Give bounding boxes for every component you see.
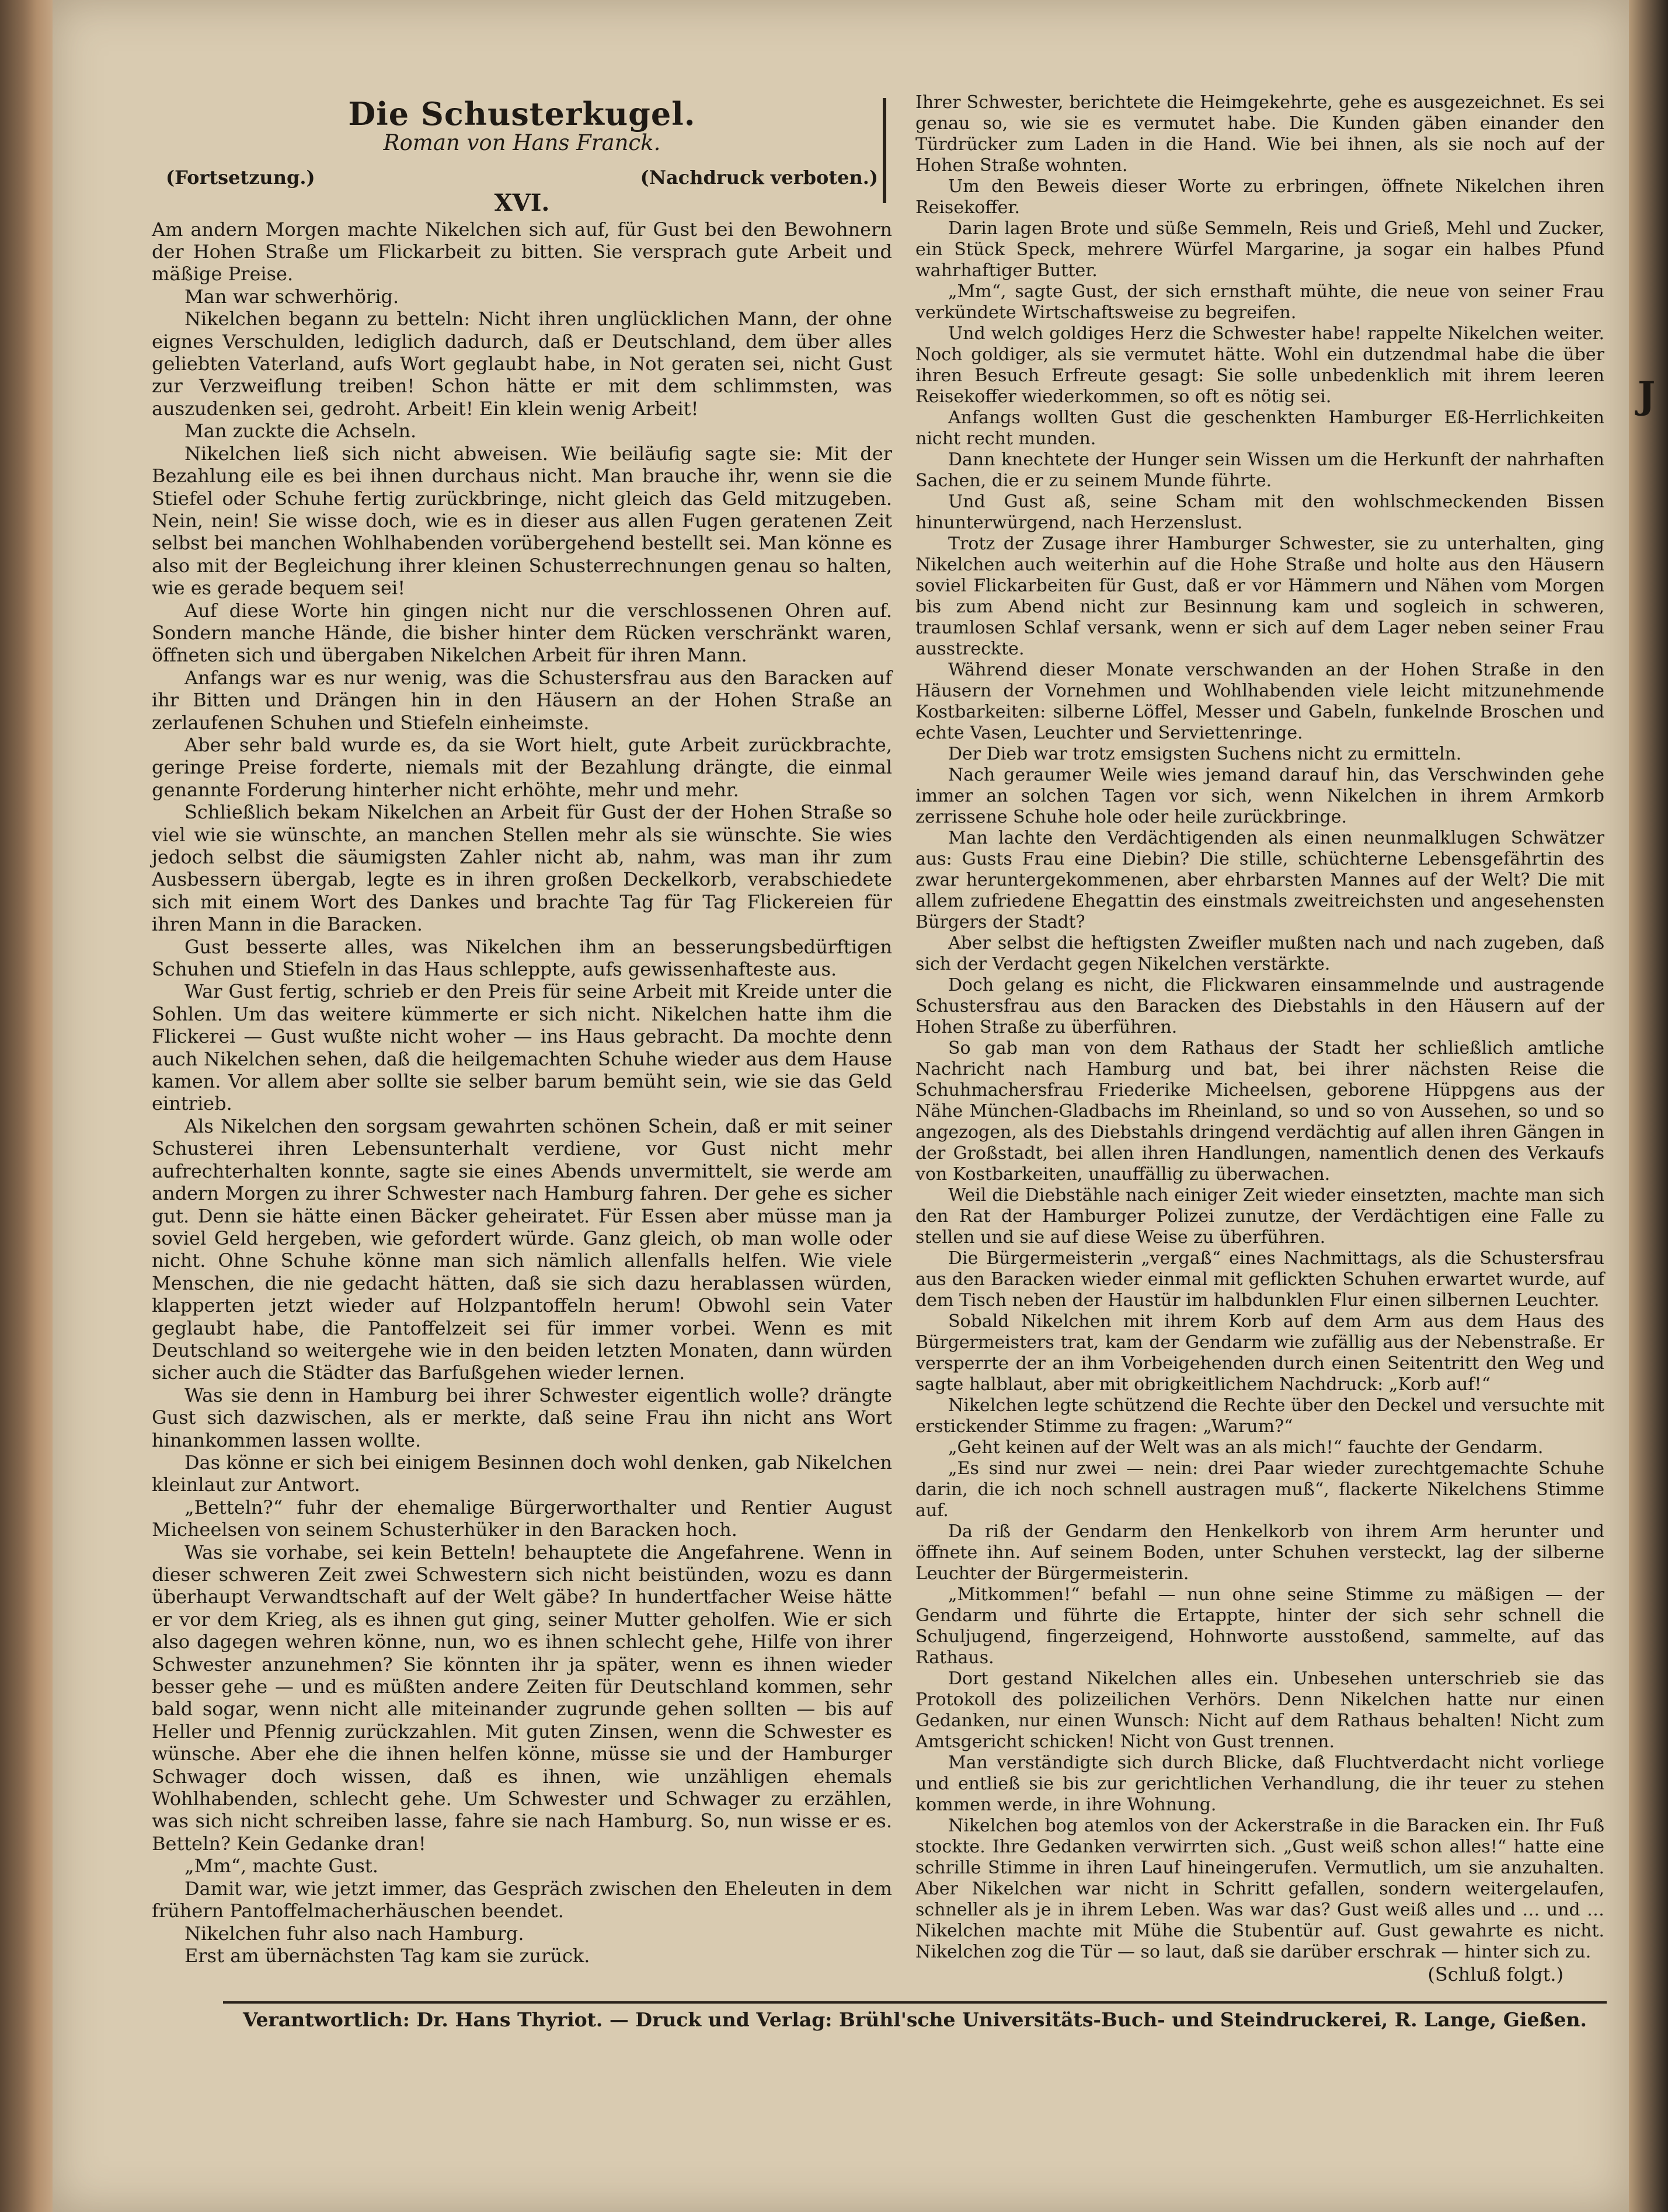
paragraph: Um den Beweis dieser Worte zu erbringen, öffnete Nikelchen ihren Reisekoffer. [915, 176, 1604, 218]
paragraph: Darin lagen Brote und süße Semmeln, Reis und Grieß, Mehl und Zucker, ein Stück Speck, mehrere Würfel Margarine, ja sogar ein halbes Pfund wahrhaftiger Butter. [915, 218, 1604, 281]
paragraph: Nikelchen fuhr also nach Hamburg. [184, 1922, 524, 1945]
book-binding-right [1629, 0, 1668, 2212]
right-column-text [915, 92, 1604, 1963]
continuation-note: (Fortsetzung.) [166, 166, 315, 189]
paragraph: Ihrer Schwester, berichtete die Heimgekehrte, gehe es ausgezeichnet. Es sei genau so, wie sie es vermutet habe. Die Kunden gäben einander den Türdrücker zum Laden in die Hand. Wie bei ihnen, als sie noch auf der Hohen Straße wohnten. [915, 92, 1604, 176]
article-notes [166, 166, 878, 189]
paragraph: Nikelchen ließ sich nicht abweisen. Wie beiläufig sagte sie: Mit der Bezahlung eile es bei ihnen durchaus nicht. Man brauche ihr, wenn sie die Stiefel oder Schuhe fertig zurückbringe, nicht gleich das Geld mitzugeben. Nein, nein! Sie wisse doch, wie es in dieser aus allen Fugen geratenen Zeit selbst bei manchen Wohlhabenden vorübergehend bestellt sei. Man könne es also mit der Begleichung ihrer kleinen Schusterrechnungen genau so halten, wie es gerade bequem sei! [152, 442, 892, 600]
book-binding-left [0, 0, 53, 2212]
left-column-text [152, 218, 892, 1967]
paragraph: Nach geraumer Weile wies jemand darauf hin, das Verschwinden gehe immer an solchen Tagen vor sich, wenn Nikelchen in ihrem Armkorb zerrissene Schuhe hole oder heile zurückbringe. [915, 765, 1604, 827]
paragraph: „Mm“, machte Gust. [184, 1855, 378, 1877]
paragraph: Der Dieb war trotz emsigsten Suchens nicht zu ermitteln. [948, 744, 1462, 764]
article-byline: Roman von Hans Franck. [383, 130, 661, 156]
reprint-note: (Nachdruck verboten.) [640, 166, 878, 189]
paragraph: Dann knechtete der Hunger sein Wissen um die Herkunft der nahrhaften Sachen, die er zu seinem Munde führte. [915, 450, 1604, 491]
article-title: Die Schusterkugel. [348, 95, 696, 133]
right-column [915, 92, 1604, 1985]
paragraph: Man lachte den Verdächtigenden als einen neunmalklugen Schwätzer aus: Gusts Frau eine Diebin? Die stille, schüchterne Lebensgefährtin des zwar heruntergekommenen, aber ehrbarsten Mannes auf der Welt? Die mit allem zufriedene Ehegattin des einstmals zweitreichsten und angesehensten Bürgers der Stadt? [915, 828, 1604, 932]
paragraph: Die Bürgermeisterin „vergaß“ eines Nachmittags, als die Schustersfrau aus den Baracken wieder einmal mit geflickten Schuhen erwartet wurde, auf dem Tisch neben der Haustür im halbdunklen Flur einen silbernen Leuchter. [915, 1248, 1604, 1311]
paragraph: War Gust fertig, schrieb er den Preis für seine Arbeit mit Kreide unter die Sohlen. Um das weitere kümmerte er sich nicht. Nikelchen hatte ihm die Flickerei — Gust wußte nicht woher — ins Haus gebracht. Da mochte denn auch Nikelchen sehen, daß die heilgemachten Schuhe wieder aus dem Hause kamen. Vor allem aber sollte sie selber barum bemüht sein, wie sie das Geld eintrieb. [152, 980, 892, 1115]
paragraph: Erst am übernächsten Tag kam sie zurück. [184, 1944, 590, 1967]
paragraph: Aber sehr bald wurde es, da sie Wort hielt, gute Arbeit zurückbrachte, geringe Preise forderte, niemals mit der Bezahlung drängte, die einmal genannte Forderung hinterher nicht erhöhte, mehr und mehr. [152, 733, 892, 801]
paragraph: Man zuckte die Achseln. [184, 420, 417, 443]
paragraph: Schließlich bekam Nikelchen an Arbeit für Gust der der Hohen Straße so viel wie sie wünschte, an manchen Stellen mehr als sie wünschte. Sie wies jedoch selbst die säumigsten Zahler nicht ab, nahm, was man ihr zum Ausbessern übergab, legte es in ihren großen Deckelkorb, verabschiedete sich mit einem Wort des Dankes und brachte Tag für Tag Flickereien für ihren Mann in die Baracken. [152, 801, 892, 936]
left-column [152, 93, 892, 1967]
paragraph: Man war schwerhörig. [184, 285, 399, 308]
paragraph: Anfangs wollten Gust die geschenkten Hamburger Eß-Herrlichkeiten nicht recht munden. [915, 407, 1604, 449]
paragraph: Anfangs war es nur wenig, was die Schustersfrau aus den Baracken auf ihr Bitten und Drängen hin in den Häusern an der Hohen Straße an zerlaufenen Schuhen und Stiefeln einheimste. [152, 666, 892, 734]
paragraph: Das könne er sich bei einigem Besinnen doch wohl denken, gab Nikelchen kleinlaut zur Antwort. [152, 1451, 892, 1496]
paragraph: Aber selbst die heftigsten Zweifler mußten nach und nach zugeben, daß sich der Verdacht gegen Nikelchen verstärkte. [915, 933, 1604, 974]
paragraph: Nikelchen legte schützend die Rechte über den Deckel und versuchte mit erstickender Stimme zu fragen: „Warum?“ [915, 1395, 1604, 1437]
paragraph: Doch gelang es nicht, die Flickwaren einsammelnde und austragende Schustersfrau aus den Baracken des Diebstahls in den Häusern auf der Hohen Straße zu überführen. [915, 975, 1604, 1037]
end-note: (Schluß folgt.) [1427, 1963, 1563, 1985]
paragraph: Und welch goldiges Herz die Schwester habe! rappelte Nikelchen weiter. Noch goldiger, als sie vermutet hätte. Wohl ein dutzendmal habe die über ihren Besuch Erfreute gesagt: Sie solle unbedenklich mit ihrem leeren Reisekoffer wiederkommen, so oft es nötig sei. [915, 323, 1604, 407]
chapter-heading: XVI. [494, 189, 550, 217]
paragraph: „Es sind nur zwei — nein: drei Paar wieder zurechtgemachte Schuhe darin, die ich noch schnell austragen muß“, flackerte Nikelchens Stimme auf. [915, 1458, 1604, 1521]
paragraph: Und Gust aß, seine Scham mit den wohlschmeckenden Bissen hinunterwürgend, nach Herzenslust. [915, 492, 1604, 533]
paragraph: Während dieser Monate verschwanden an der Hohen Straße in den Häusern der Vornehmen und Wohlhabenden viele leicht mitzunehmende Kostbarkeiten: silberne Löffel, Messer und Gabeln, funkelnde Broschen und echte Vasen, Leuchter und Serviettenringe. [915, 660, 1604, 743]
paragraph: Was sie vorhabe, sei kein Betteln! behauptete die Angefahrene. Wenn in dieser schweren Zeit zwei Schwestern sich nicht beistünden, wozu es dann überhaupt Verwandtschaft auf der Welt gäbe? In hundertfacher Weise hätte er vor dem Krieg, als es ihnen gut ging, seiner Mutter geholfen. Wie er sich also dagegen wehren könne, nun, wo es ihnen schlecht gehe, Hilfe von ihrer Schwester anzunehmen? Sie könnten ihr ja später, wenn es ihnen wieder besser gehe — und es müßten andere Zeiten für Deutschland kommen, sehr bald sogar, wenn nicht alle miteinander zugrunde gehen sollten — bis auf Heller und Pfennig zurückzahlen. Mit guten Zinsen, wenn die Schwester es wünsche. Aber ehe die ihnen helfen könne, müsse sie und der Hamburger Schwager doch wissen, daß es ihnen, wie unzähligen ehemals Wohlhabenden, schlecht gehe. Um Schwester und Schwager zu erzählen, was sich nicht schreiben lasse, fahre sie nach Hamburg. So, nun wisse er es. Betteln? Kein Gedanke dran! [152, 1541, 892, 1855]
paragraph: Nikelchen begann zu betteln: Nicht ihren unglücklichen Mann, der ohne eignes Verschulden, lediglich dadurch, daß er Deutschland, dem über alles geliebten Vaterland, aufs Wort geglaubt habe, in Not geraten sei, nicht Gust zur Verzweiflung treiben! Schon hätte er mit dem schlimmsten, was auszudenken sei, gedroht. Arbeit! Ein klein wenig Arbeit! [152, 308, 892, 420]
paragraph: Auf diese Worte hin gingen nicht nur die verschlossenen Ohren auf. Sondern manche Hände, die bisher hinter dem Rücken verschränkt waren, öffneten sich und übergaben Nikelchen Arbeit für ihren Mann. [152, 599, 892, 667]
paragraph: Was sie denn in Hamburg bei ihrer Schwester eigentlich wolle? drängte Gust sich dazwischen, als er merkte, daß seine Frau ihn nicht ans Wort hinankommen lassen wollte. [152, 1384, 892, 1451]
paragraph: Am andern Morgen machte Nikelchen sich auf, für Gust bei den Bewohnern der Hohen Straße um Flickarbeit zu bitten. Sie versprach gute Arbeit und mäßige Preise. [152, 218, 892, 285]
paragraph: Da riß der Gendarm den Henkelkorb von ihrem Arm herunter und öffnete ihn. Auf seinem Boden, unter Schuhen versteckt, lag der silberne Leuchter der Bürgermeisterin. [915, 1521, 1604, 1584]
paragraph: Sobald Nikelchen mit ihrem Korb auf dem Arm aus dem Haus des Bürgermeisters trat, kam der Gendarm wie zufällig aus der Nebenstraße. Er versperrte der an ihm Vorbeigehenden durch einen Seitentritt den Weg und sagte halblaut, aber mit obrigkeitlichem Nachdruck: „Korb auf!“ [915, 1311, 1604, 1395]
paragraph: Damit war, wie jetzt immer, das Gespräch zwischen den Eheleuten in dem frühern Pantoffelmacherhäuschen beendet. [152, 1877, 892, 1922]
paragraph: „Betteln?“ fuhr der ehemalige Bürgerworthalter und Rentier August Micheelsen von seinem Schusterhüker in den Baracken hoch. [152, 1496, 892, 1541]
paragraph: Trotz der Zusage ihrer Hamburger Schwester, sie zu unterhalten, ging Nikelchen auch weiterhin auf die Hohe Straße und holte aus den Häusern soviel Flickarbeiten für Gust, daß er vor Hämmern und Nähen vom Morgen bis zum Abend nicht zur Besinnung kam und sogleich in schweren, traumlosen Schlaf versank, wenn er sich auf dem Lager neben seiner Frau ausstreckte. [915, 534, 1604, 659]
adjacent-page-fragment: J [1638, 374, 1656, 417]
paragraph: „Mm“, sagte Gust, der sich ernsthaft mühte, die neue von seiner Frau verkündete Wirtschaftsweise zu begreifen. [915, 281, 1604, 323]
paragraph: So gab man von dem Rathaus der Stadt her schließlich amtliche Nachricht nach Hamburg und bat, bei ihrer nächsten Reise die Schuhmachersfrau Friederike Micheelsen, geborene Hüppgens aus der Nähe München-Gladbachs im Rheinland, so und so von Aussehen, so und so angezogen, als des Diebstahls dringend verdächtig auf allen ihren Gängen in der Großstadt, bei allen ihren Handlungen, namentlich denen des Verkaufs von Kostbarkeiten, unauffällig zu überwachen. [915, 1038, 1604, 1185]
paragraph: „Geht keinen auf der Welt was an als mich!“ fauchte der Gendarm. [948, 1437, 1544, 1458]
paragraph: Dort gestand Nikelchen alles ein. Unbesehen unterschrieb sie das Protokoll des polizeilichen Verhörs. Denn Nikelchen hatte nur einen Gedanken, nur einen Wunsch: Nicht auf dem Rathaus behalten! Nicht zum Amtsgericht schicken! Nicht von Gust trennen. [915, 1668, 1604, 1752]
paragraph: Nikelchen bog atemlos von der Ackerstraße in die Baracken ein. Ihr Fuß stockte. Ihre Gedanken verwirrten sich. „Gust weiß schon alles!“ hatte eine schrille Stimme in ihren Lauf hineingerufen. Vermutlich, um sie anzuhalten. Aber Nikelchen war nicht in Schritt gefallen, sondern weitergelaufen, schneller als je in ihrem Leben. Was war das? Gust weiß alles und … und … Nikelchen machte mit Mühe die Stubentür auf. Gust gewahrte es nicht. Nikelchen zog die Tür — so laut, daß sie darüber erschrak — hinter sich zu. [915, 1816, 1604, 1962]
paragraph: „Mitkommen!“ befahl — nun ohne seine Stimme zu mäßigen — der Gendarm und führte die Ertappte, hinter der sich sehr schnell die Schuljugend, fingerzeigend, Hohnworte ausstoßend, sammelte, auf das Rathaus. [915, 1584, 1604, 1668]
imprint-line: Verantwortlich: Dr. Hans Thyriot. — Druck und Verlag: Brühl'sche Universitäts-Buch- und Steindruckerei, R. Lange, Gießen. [242, 2008, 1587, 2031]
footer-rule [223, 2001, 1607, 2004]
paragraph: Man verständigte sich durch Blicke, daß Fluchtverdacht nicht vorliege und entließ sie bis zur gerichtlichen Verhandlung, die ihr teuer zu stehen kommen werde, in ihre Wohnung. [915, 1753, 1604, 1815]
paragraph: Als Nikelchen den sorgsam gewahrten schönen Schein, daß er mit seiner Schusterei ihren Lebensunterhalt verdiene, vor Gust nicht mehr aufrechterhalten konnte, sagte sie eines Abends unvermittelt, sie werde am andern Morgen zu ihrer Schwester nach Hamburg fahren. Der gehe es sicher gut. Denn sie hätte einen Bäcker geheiratet. Für Essen aber müsse man ja soviel Geld hergeben, wie gefordert würde. Ganz gleich, ob man wolle oder nicht. Ohne Schuhe könne man sich nämlich allenfalls helfen. Wie viele Menschen, die nie gedacht hätten, daß sie sich dazu herablassen würden, klapperten jetzt wieder auf Holzpantoffeln herum! Obwohl sein Vater geglaubt habe, die Pantoffelzeit sei für immer vorbei. Wenn es mit Deutschland so weitergehe wie in den beiden letzten Monaten, dann würden sicher auch die Städter das Barfußgehen wieder lernen. [152, 1114, 892, 1384]
paragraph: Weil die Diebstähle nach einiger Zeit wieder einsetzten, machte man sich den Rat der Hamburger Polizei zunutze, der Verdächtigen eine Falle zu stellen und sie auf diese Weise zu überführen. [915, 1185, 1604, 1248]
paragraph: Gust besserte alles, was Nikelchen ihm an besserungsbedürftigen Schuhen und Stiefeln in das Haus schleppte, aufs gewissenhafteste aus. [152, 935, 892, 981]
